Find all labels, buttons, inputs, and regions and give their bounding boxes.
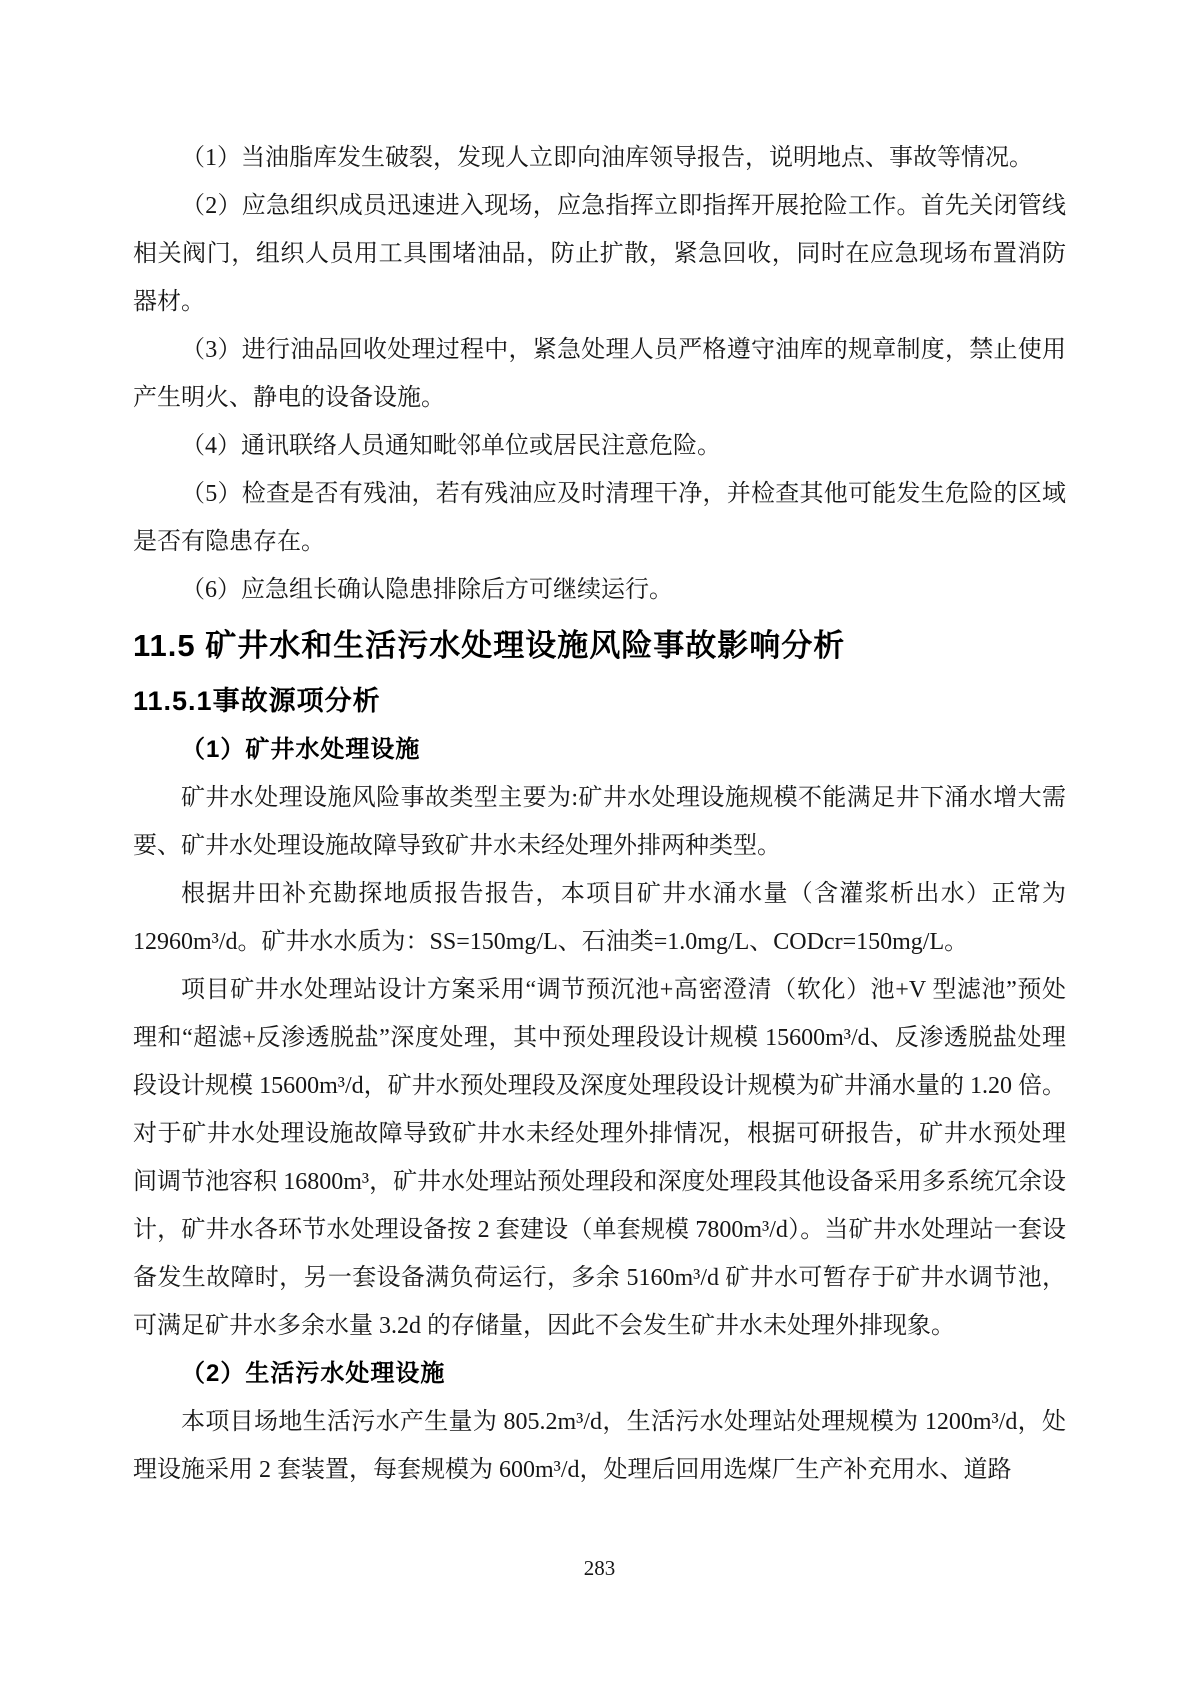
paragraph-emergency-step-2: （2）应急组织成员迅速进入现场，应急指挥立即指挥开展抢险工作。首先关闭管线相关阀门，组织人员用工具围堵油品，防止扩散，紧急回收，同时在应急现场布置消防器材。 <box>133 193 1066 315</box>
paragraph-emergency-step-6: （6）应急组长确认隐患排除后方可继续运行。 <box>181 577 673 603</box>
page-number: 283 <box>583 1556 616 1580</box>
section-heading-11-5: 11.5 矿井水和生活污水处理设施风险事故影响分析 <box>133 628 846 663</box>
paragraph-mine-water-treatment-design: 项目矿井水处理站设计方案采用“调节预沉池+高密澄清（软化）池+V 型滤池”预处理和“超滤+反渗透脱盐”深度处理，其中预处理段设计规模 15600m³/d、反渗透脱盐处理段设计规模 15600m³/d，矿井水预处理段及深度处理段设计规模为矿井涌水量的 1.20 倍。对于矿井水处理设施故障导致矿井水未经处理外排情况，根据可研报告，矿井水预处理间调节池容积 16800m³，矿井水处理站预处理段和深度处理段其他设备采用多系统冗余设计，矿井水各环节水处理设备按 2 套建设（单套规模 7800m³/d）。当矿井水处理站一套设备发生故障时，另一套设备满负荷运行，多余 5160m³/d 矿井水可暂存于矿井水调节池，可满足矿井水多余水量 3.2d 的存储量，因此不会发生矿井水未处理外排现象。 <box>133 977 1066 1339</box>
paragraph-emergency-step-5: （5）检查是否有残油，若有残油应及时清理干净，并检查其他可能发生危险的区域是否有隐患存在。 <box>133 481 1066 555</box>
paragraph-mine-water-quality: 根据井田补充勘探地质报告报告，本项目矿井水涌水量（含灌浆析出水）正常为12960m³/d。矿井水水质为：SS=150mg/L、石油类=1.0mg/L、CODcr=150mg/L。 <box>133 881 1066 955</box>
paragraph-mine-water-risk-types: 矿井水处理设施风险事故类型主要为:矿井水处理设施规模不能满足井下涌水增大需要、矿井水处理设施故障导致矿井水未经处理外排两种类型。 <box>133 785 1066 859</box>
section-heading-11-5-1: 11.5.1事故源项分析 <box>133 686 381 716</box>
paragraph-emergency-step-4: （4）通讯联络人员通知毗邻单位或居民注意危险。 <box>181 433 721 459</box>
paragraph-emergency-step-1: （1）当油脂库发生破裂，发现人立即向油库领导报告，说明地点、事故等情况。 <box>181 145 1033 171</box>
subheading-mine-water-facility: （1）矿井水处理设施 <box>181 736 421 763</box>
paragraph-emergency-step-3: （3）进行油品回收处理过程中，紧急处理人员严格遵守油库的规章制度，禁止使用 产生明火、静电的设备设施。 <box>133 337 1066 411</box>
paragraph-domestic-sewage: 本项目场地生活污水产生量为 805.2m³/d，生活污水处理站处理规模为 1200m³/d，处理设施采用 2 套装置，每套规模为 600m³/d，处理后回用选煤厂生产补充用水、道路 <box>133 1409 1066 1483</box>
subheading-domestic-sewage-facility: （2）生活污水处理设施 <box>181 1360 446 1387</box>
